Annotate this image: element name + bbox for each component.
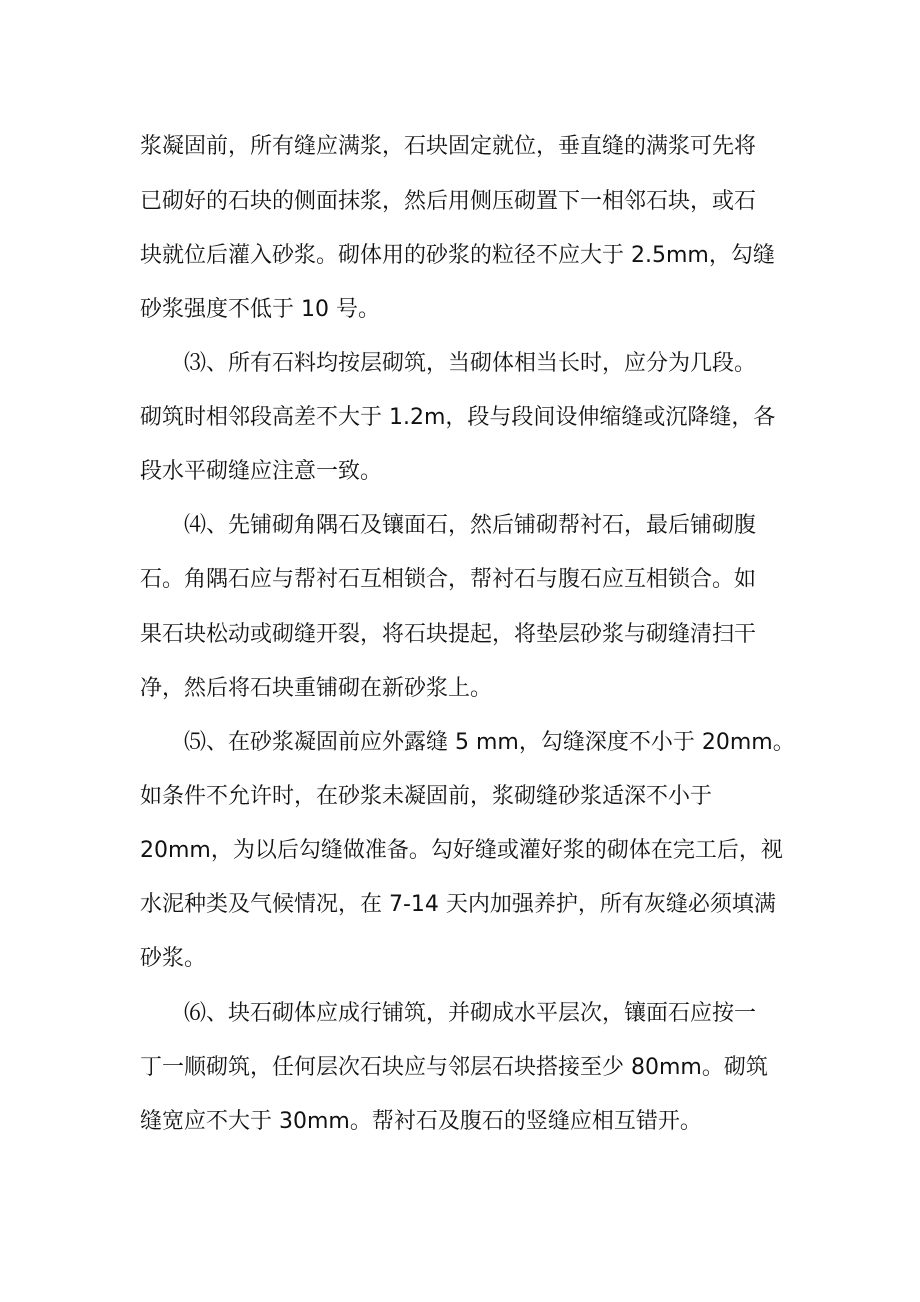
text-line: 砂浆强度不低于 10 号。	[140, 297, 380, 322]
text-line: 水泥种类及气候情况，在 7-14 天内加强养护，所有灰缝必须填满	[140, 892, 776, 917]
text-line: 块就位后灌入砂浆。砌体用的砂浆的粒径不应大于 2.5mm，勾缝	[140, 243, 775, 268]
paragraph-5-start: ⑸、在砂浆凝固前应外露缝 5 mm，勾缝深度不小于 20mm。	[184, 730, 795, 755]
paragraph-3-start: ⑶、所有石料均按层砌筑，当砌体相当长时，应分为几段。	[184, 351, 757, 376]
text-line: 已砌好的石块的侧面抹浆，然后用侧压砌置下一相邻石块，或石	[140, 189, 757, 214]
text-line: 净，然后将石块重铺砌在新砂浆上。	[140, 676, 493, 701]
text-line: 如条件不允许时，在砂浆未凝固前，浆砌缝砂浆适深不小于	[140, 784, 713, 809]
text-line: 砌筑时相邻段高差不大于 1.2m，段与段间设伸缩缝或沉降缝，各	[140, 405, 776, 430]
text-line: 20mm，为以后勾缝做准备。勾好缝或灌好浆的砌体在完工后，视	[140, 838, 783, 863]
text-line: 石。角隅石应与帮衬石互相锁合，帮衬石与腹石应互相锁合。如	[140, 567, 757, 592]
text-line: 浆凝固前，所有缝应满浆，石块固定就位，垂直缝的满浆可先将	[140, 134, 757, 159]
text-line: 缝宽应不大于 30mm。帮衬石及腹石的竖缝应相互错开。	[140, 1109, 702, 1134]
text-line: 丁一顺砌筑，任何层次石块应与邻层石块搭接至少 80mm。砌筑	[140, 1055, 768, 1080]
text-line: 砂浆。	[140, 946, 207, 971]
paragraph-6-start: ⑹、块石砌体应成行铺筑，并砌成水平层次，镶面石应按一	[184, 1001, 757, 1026]
paragraph-4-start: ⑷、先铺砌角隅石及镶面石，然后铺砌帮衬石，最后铺砌腹	[184, 513, 757, 538]
text-line: 果石块松动或砌缝开裂，将石块提起，将垫层砂浆与砌缝清扫干	[140, 622, 757, 647]
text-line: 段水平砌缝应注意一致。	[140, 459, 383, 484]
